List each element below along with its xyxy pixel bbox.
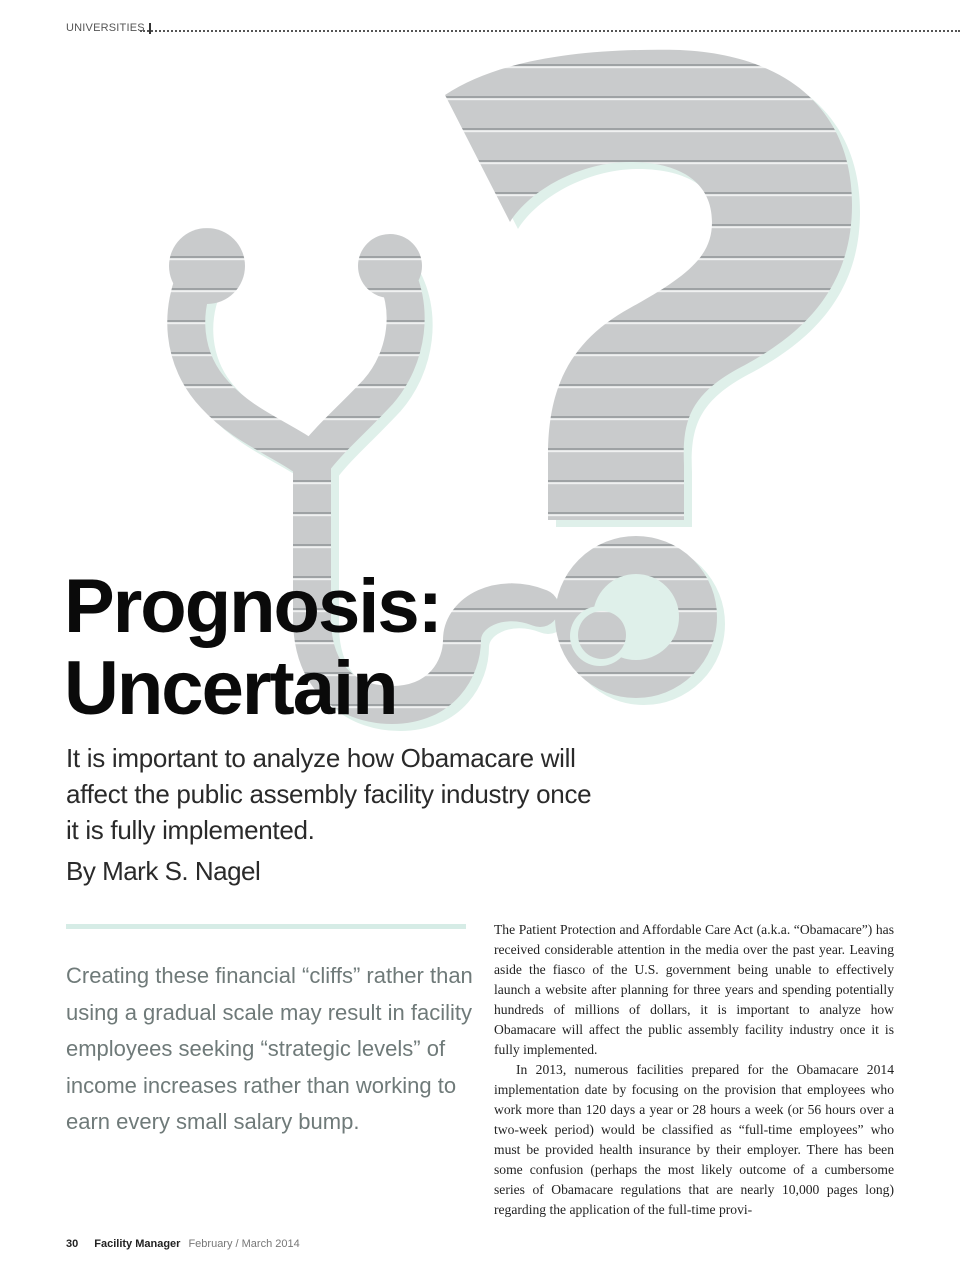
page-number: 30 — [66, 1238, 79, 1250]
body-paragraph: The Patient Protection and Affordable Care Act (a.k.a. “Obamacare”) has received considerable attention in the media over the past year. Leaving aside the fiasco of the U.S. government being unable to effectively launch a website after planning for three years and spending potentially hundreds of millions of dollars, it is important to analyze how Obamacare will affect the public assembly facility industry once it is fully implemented. — [494, 922, 894, 1057]
article-body — [494, 920, 894, 1220]
section-name: UNIVERSITIES — [66, 22, 145, 34]
pull-quote-rule — [66, 924, 466, 929]
article-title-line2: Uncertain — [64, 646, 397, 731]
magazine-name: Facility Manager — [94, 1238, 181, 1250]
article-title — [64, 566, 441, 730]
issue-date: February / March 2014 — [188, 1238, 300, 1250]
article-byline: By Mark S. Nagel — [66, 856, 261, 886]
article-title-line1: Prognosis: — [64, 564, 441, 649]
body-paragraph: In 2013, numerous facilities prepared for the Obamacare 2014 implementation date by focusing on the provision that employees who work more than 120 days a year or 28 hours a week (or 56 hours over a two-week period) would be classified as “full-time employees” who must be provided health insurance by their employer. There has been some confusion (perhaps the most likely outcome of a cumbersome series of Obamacare regulations that are nearly 10,000 pages long) regarding the application of the full-time provi- — [494, 1062, 894, 1217]
pull-quote: Creating these financial “cliffs” rather than using a gradual scale may result in facility employees seeking “strategic levels” of income increases rather than working to earn every small salary bump. — [66, 963, 473, 1134]
page-footer — [66, 1238, 300, 1250]
article-dek: It is important to analyze how Obamacare will affect the public assembly facility industry once it is fully implemented. — [66, 743, 592, 845]
